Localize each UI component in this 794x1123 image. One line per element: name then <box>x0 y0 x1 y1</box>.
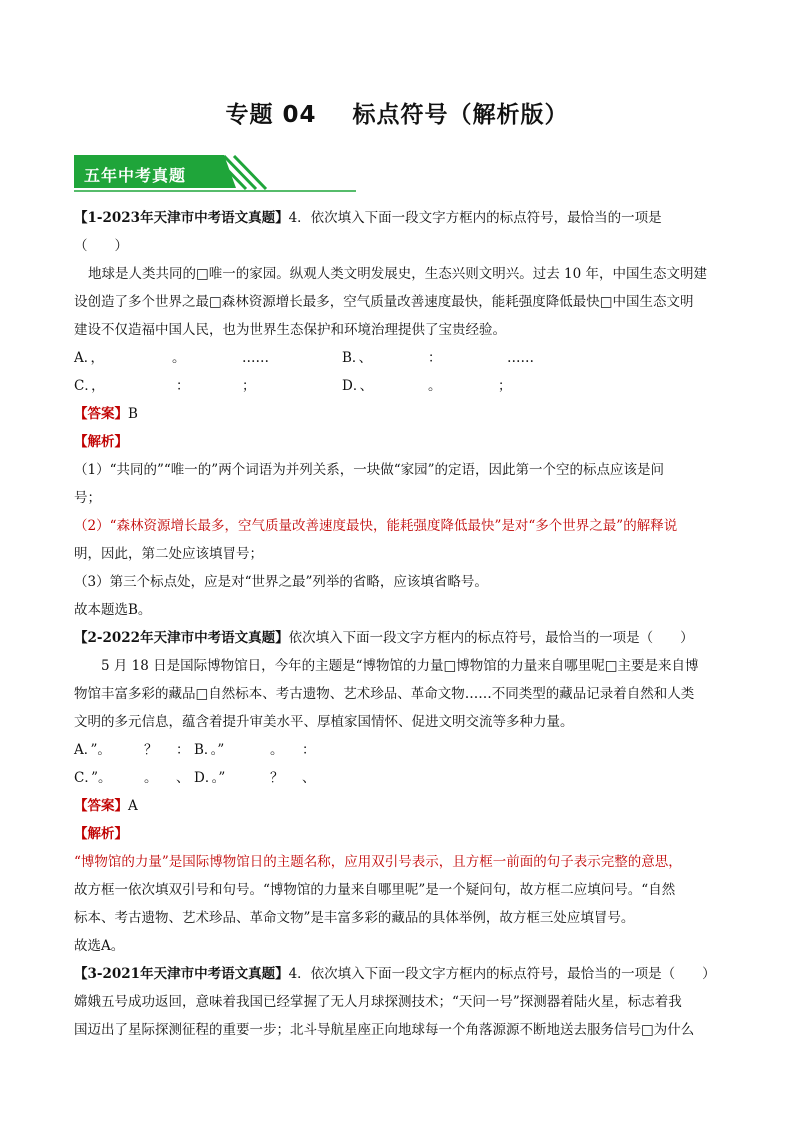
q2-passage-line: 文明的多元信息，蕴含着提升审美水平、厚植家国情怀、促进文明交流等多种力量。 <box>74 714 574 730</box>
q1-tag: 【1-2023年天津市中考语文真题】 <box>74 210 289 226</box>
q1-stem: 【1-2023年天津市中考语文真题】4．依次填入下面一段文字方框内的标点符号，最恰当的一项是 <box>74 210 662 226</box>
q1-analysis-label: 【解析】 <box>74 434 128 450</box>
q1-analysis-line: 号； <box>74 490 101 506</box>
q1-paren: （ ） <box>74 238 128 254</box>
q2-analysis-line: 标本、考古遗物、艺术珍品、革命文物”是丰富多彩的藏品的具体举例，故方框三处应填冒号。 <box>74 910 635 926</box>
option-b-2: ： <box>428 350 442 366</box>
q1-passage-line: 建设不仅造福中国人民，也为世界生态保护和环境治理提供了宝贵经验。 <box>74 322 506 338</box>
option-d-1: D．。” <box>194 770 226 786</box>
q2-answer: 【答案】A <box>74 798 138 814</box>
q2-tag: 【2-2022年天津市中考语文真题】 <box>74 630 289 646</box>
q2-analysis-line: 故方框一依次填双引号和句号。“博物馆的力量来自哪里呢”是一个疑问句，故方框二应填问号。“自然 <box>74 882 676 898</box>
q1-options-ab <box>74 344 724 372</box>
title-prefix: 专题 04 <box>225 102 317 128</box>
option-c-3: 、 <box>176 770 190 786</box>
option-c-1: C．， <box>74 378 105 394</box>
q1-conclusion: 故本题选B。 <box>74 602 152 618</box>
q1-passage-line: 地球是人类共同的□唯一的家园。纵观人类文明发展史，生态兴则文明兴。过去 10 年，中国生态文明建 <box>88 266 708 282</box>
q3-tag: 【3-2021年天津市中考语文真题】 <box>74 966 289 982</box>
q2-analysis-label: 【解析】 <box>74 826 128 842</box>
option-d-2: 。 <box>428 378 442 394</box>
option-b-1: B．。” <box>194 742 225 758</box>
option-b-3: …… <box>507 350 534 366</box>
option-b-2: 。 <box>270 742 284 758</box>
option-a-2: 。 <box>172 350 186 366</box>
q3-stem: 【3-2021年天津市中考语文真题】4．依次填入下面一段文字方框内的标点符号，最恰当的一项是（ ） <box>74 966 716 982</box>
q1-analysis-line: （1）“共同的”“唯一的”两个词语为并列关系，一块做“家园”的定语，因此第一个空的标点应该是问 <box>74 462 664 478</box>
option-d-3: ； <box>498 378 512 394</box>
option-a-1: A．， <box>74 350 104 366</box>
option-d-1: D．、 <box>342 378 374 394</box>
q1-answer: 【答案】B <box>74 406 138 422</box>
q2-options-cd <box>74 764 724 792</box>
section-title: 五年中考真题 <box>84 166 187 185</box>
title-main: 标点符号（解析版） <box>352 102 569 128</box>
option-a-2: ？ <box>144 742 158 758</box>
option-c-2: ： <box>176 378 190 394</box>
q2-conclusion: 故选A。 <box>74 938 125 954</box>
q1-analysis-line: （3）第三个标点处，应是对“世界之最”列举的省略，应该填省略号。 <box>74 574 488 590</box>
q2-passage-line: 5 月 18 日是国际博物馆日，今年的主题是“博物馆的力量□博物馆的力量来自哪里呢□主要是来自博 <box>101 658 699 674</box>
option-c-3: ； <box>242 378 256 394</box>
option-a-3: …… <box>242 350 269 366</box>
q2-options-ab <box>74 736 724 764</box>
option-c-1: C．”。 <box>74 770 112 786</box>
document-body <box>74 204 724 1044</box>
q1-analysis-line: 明，因此，第二处应该填冒号； <box>74 546 263 562</box>
q2-stem: 【2-2022年天津市中考语文真题】依次填入下面一段文字方框内的标点符号，最恰当的一项是（ ） <box>74 630 694 646</box>
q2-passage-line: 物馆丰富多彩的藏品□自然标本、考古遗物、艺术珍品、革命文物……不同类型的藏品记录着自然和人类 <box>74 686 695 702</box>
q1-analysis-line: （2）“森林资源增长最多，空气质量改善速度最快，能耗强度降低最快”是对“多个世界之最”的解释说 <box>74 518 678 534</box>
option-a-1: A．”。 <box>74 742 111 758</box>
option-d-2: ？ <box>270 770 284 786</box>
page-title <box>0 96 794 129</box>
q2-analysis-line: “博物馆的力量”是国际博物馆日的主题名称，应用双引号表示，且方框一前面的句子表示完整的意思， <box>74 854 682 870</box>
option-b-3: ： <box>302 742 316 758</box>
q1-passage-line: 设创造了多个世界之最□森林资源增长最多，空气质量改善速度最快，能耗强度降低最快□中国生态文明 <box>74 294 694 310</box>
option-c-2: 。 <box>144 770 158 786</box>
q3-passage-line: 国迈出了星际探测征程的重要一步；北斗导航星座正向地球每一个角落源源不断地送去服务信号□为什么 <box>74 1022 695 1038</box>
option-b-1: B．、 <box>342 350 373 366</box>
q1-options-cd <box>74 372 724 400</box>
q3-passage-line: 嫦娥五号成功返回，意味着我国已经掌握了无人月球探测技术；“天问一号”探测器着陆火星，标志着我 <box>74 994 682 1010</box>
option-d-3: 、 <box>302 770 316 786</box>
option-a-3: ： <box>176 742 190 758</box>
